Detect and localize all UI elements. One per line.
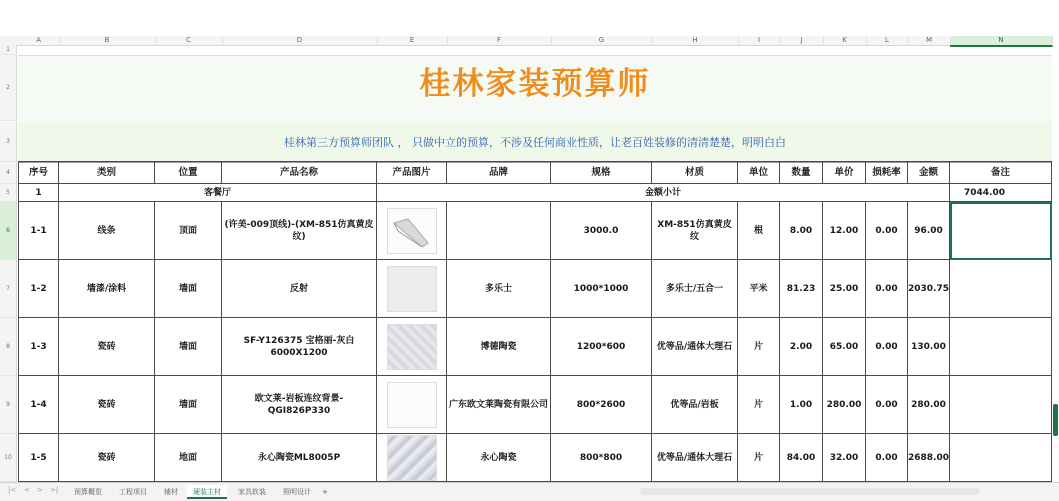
- sheet-subtitle: 桂林第三方预算师团队 ， 只做中立的预算，不涉及任何商业性质，让老百姓装修的清清楚楚，明明白白: [284, 136, 786, 149]
- unit-price[interactable]: 280.00: [823, 376, 866, 434]
- note[interactable]: [950, 260, 1052, 318]
- tab-hard-decoration-main[interactable]: 硬装主材: [187, 485, 227, 499]
- next-sheet-button[interactable]: >: [37, 486, 43, 494]
- product-thumbnail[interactable]: [387, 435, 437, 481]
- unit-price[interactable]: 25.00: [823, 260, 866, 318]
- unit-price[interactable]: 65.00: [823, 318, 866, 376]
- material[interactable]: XM-851仿真黄皮纹: [652, 202, 738, 260]
- header-cell[interactable]: 品牌: [447, 162, 551, 184]
- spec[interactable]: 3000.0: [551, 202, 652, 260]
- quantity[interactable]: 2.00: [780, 318, 823, 376]
- header-cell[interactable]: 备注: [950, 162, 1052, 184]
- header-cell[interactable]: 类别: [59, 162, 155, 184]
- row-header-6[interactable]: 6: [0, 202, 17, 260]
- unit[interactable]: 片: [738, 434, 780, 482]
- row-header-2[interactable]: 2: [0, 55, 17, 121]
- note[interactable]: [950, 202, 1052, 260]
- product-name[interactable]: SF-Y126375 宝格丽-灰白 6000X1200: [222, 318, 377, 376]
- loss-rate[interactable]: 0.00: [866, 260, 908, 318]
- position[interactable]: 墙面: [155, 260, 222, 318]
- crown-molding-icon: [388, 209, 436, 253]
- header-cell[interactable]: 单位: [738, 162, 780, 184]
- tab-project-items[interactable]: 工程项目: [119, 488, 147, 496]
- product-name[interactable]: 欧文莱-岩板连纹背景-QGI826P330: [222, 376, 377, 434]
- row-header-1[interactable]: 1: [0, 45, 17, 55]
- header-cell[interactable]: 金额: [908, 162, 950, 184]
- unit[interactable]: 片: [738, 318, 780, 376]
- row-number[interactable]: 1-4: [18, 376, 59, 434]
- loss-rate[interactable]: 0.00: [866, 434, 908, 482]
- category[interactable]: 墙漆/涂料: [59, 260, 155, 318]
- column-header-b[interactable]: B: [59, 36, 156, 45]
- column-header-c[interactable]: C: [155, 36, 223, 45]
- table-top-border: [18, 161, 1052, 162]
- column-header-m[interactable]: M: [908, 36, 951, 45]
- column-header-g[interactable]: G: [551, 36, 653, 45]
- section-subtotal-label[interactable]: 金额小计: [377, 184, 950, 202]
- category[interactable]: 瓷砖: [59, 434, 155, 482]
- tab-auxiliary-materials[interactable]: 辅材: [164, 488, 178, 496]
- section-number[interactable]: 1: [18, 184, 59, 202]
- product-name[interactable]: 永心陶瓷ML8005P: [222, 434, 377, 482]
- spec[interactable]: 1000*1000: [551, 260, 652, 318]
- column-header-f[interactable]: F: [447, 36, 552, 45]
- header-cell[interactable]: 损耗率: [866, 162, 908, 184]
- column-header-a[interactable]: A: [18, 36, 60, 45]
- spec[interactable]: 800*800: [551, 434, 652, 482]
- product-name[interactable]: (许美-009顶线)-(XM-851仿真黄皮纹): [222, 202, 377, 260]
- amount[interactable]: 2030.75: [908, 260, 950, 318]
- column-header-k[interactable]: K: [823, 36, 867, 45]
- amount[interactable]: 280.00: [908, 376, 950, 434]
- product-image-cell[interactable]: [377, 318, 447, 376]
- section-room[interactable]: 客餐厅: [59, 184, 377, 202]
- column-header-l[interactable]: L: [866, 36, 909, 45]
- category[interactable]: 线条: [59, 202, 155, 260]
- row-number[interactable]: 1-5: [18, 434, 59, 482]
- product-name[interactable]: 反射: [222, 260, 377, 318]
- header-cell[interactable]: 规格: [551, 162, 652, 184]
- tab-furniture-soft[interactable]: 家具软装: [238, 488, 266, 496]
- header-cell[interactable]: 数量: [780, 162, 823, 184]
- add-sheet-button[interactable]: +: [322, 488, 328, 496]
- unit-price[interactable]: 12.00: [823, 202, 866, 260]
- product-thumbnail[interactable]: [387, 382, 437, 428]
- row-header-9[interactable]: 9: [0, 376, 17, 434]
- tab-budget-overview[interactable]: 预算概览: [74, 488, 102, 496]
- row-number[interactable]: 1-1: [18, 202, 59, 260]
- tab-lighting-design[interactable]: 照明设计: [283, 488, 311, 496]
- brand[interactable]: 永心陶瓷: [447, 434, 551, 482]
- row-header-5[interactable]: 5: [0, 184, 17, 202]
- product-thumbnail[interactable]: [387, 324, 437, 370]
- quantity[interactable]: 1.00: [780, 376, 823, 434]
- prev-sheet-button[interactable]: <: [24, 486, 30, 494]
- amount[interactable]: 96.00: [908, 202, 950, 260]
- row-header-3[interactable]: 3: [0, 122, 17, 162]
- spec[interactable]: 800*2600: [551, 376, 652, 434]
- note[interactable]: [950, 376, 1052, 434]
- first-sheet-button[interactable]: |<: [8, 486, 17, 494]
- loss-rate[interactable]: 0.00: [866, 318, 908, 376]
- column-header-i[interactable]: I: [738, 36, 781, 45]
- column-header-n[interactable]: N: [950, 36, 1053, 47]
- column-header-d[interactable]: D: [222, 36, 378, 45]
- row-header-8[interactable]: 8: [0, 318, 17, 376]
- row-header-10[interactable]: 10: [0, 434, 17, 482]
- material[interactable]: 多乐士/五合一: [652, 260, 738, 318]
- brand[interactable]: 博德陶瓷: [447, 318, 551, 376]
- note[interactable]: [950, 318, 1052, 376]
- sheet-title: 桂林家装预算师: [419, 66, 651, 102]
- header-cell[interactable]: 位置: [155, 162, 222, 184]
- header-cell[interactable]: 材质: [652, 162, 738, 184]
- header-cell[interactable]: 产品图片: [377, 162, 447, 184]
- position[interactable]: 顶面: [155, 202, 222, 260]
- row-header-4[interactable]: 4: [0, 162, 17, 184]
- product-image-cell[interactable]: [377, 260, 447, 318]
- amount[interactable]: 2688.00: [908, 434, 950, 482]
- loss-rate[interactable]: 0.00: [866, 376, 908, 434]
- product-thumbnail[interactable]: [387, 266, 437, 312]
- column-header-h[interactable]: H: [652, 36, 739, 45]
- quantity[interactable]: 84.00: [780, 434, 823, 482]
- note[interactable]: [950, 434, 1052, 482]
- unit[interactable]: 片: [738, 376, 780, 434]
- amount[interactable]: 130.00: [908, 318, 950, 376]
- brand[interactable]: 多乐士: [447, 260, 551, 318]
- brand[interactable]: [447, 202, 551, 260]
- row-number[interactable]: 1-3: [18, 318, 59, 376]
- material[interactable]: 优等品/通体大理石: [652, 434, 738, 482]
- unit[interactable]: 根: [738, 202, 780, 260]
- product-thumbnail[interactable]: [387, 208, 437, 254]
- header-cell[interactable]: 产品名称: [222, 162, 377, 184]
- quantity[interactable]: 8.00: [780, 202, 823, 260]
- header-cell[interactable]: 单价: [823, 162, 866, 184]
- category[interactable]: 瓷砖: [59, 318, 155, 376]
- row-number[interactable]: 1-2: [18, 260, 59, 318]
- loss-rate[interactable]: 0.00: [866, 202, 908, 260]
- unit[interactable]: 平米: [738, 260, 780, 318]
- horizontal-scrollbar[interactable]: [640, 488, 980, 495]
- vertical-scroll-thumb[interactable]: [1053, 404, 1058, 436]
- row-header-7[interactable]: 7: [0, 260, 17, 318]
- header-cell[interactable]: 序号: [18, 162, 59, 184]
- position[interactable]: 墙面: [155, 376, 222, 434]
- vertical-scrollbar[interactable]: [1052, 60, 1058, 440]
- column-header-j[interactable]: J: [780, 36, 824, 45]
- column-header-e[interactable]: E: [377, 36, 448, 45]
- position[interactable]: 地面: [155, 434, 222, 482]
- product-image-cell[interactable]: [377, 202, 447, 260]
- section-subtotal-value[interactable]: 7044.00: [950, 184, 1052, 202]
- brand[interactable]: 广东欧文莱陶瓷有限公司: [447, 376, 551, 434]
- product-image-cell[interactable]: [377, 434, 447, 482]
- spec[interactable]: 1200*600: [551, 318, 652, 376]
- position[interactable]: 墙面: [155, 318, 222, 376]
- material[interactable]: 优等品/通体大理石: [652, 318, 738, 376]
- material[interactable]: 优等品/岩板: [652, 376, 738, 434]
- category[interactable]: 瓷砖: [59, 376, 155, 434]
- sheet-tab-bar: [0, 482, 1059, 501]
- column-header-bar: [0, 36, 1052, 46]
- product-image-cell[interactable]: [377, 376, 447, 434]
- unit-price[interactable]: 32.00: [823, 434, 866, 482]
- last-sheet-button[interactable]: >|: [50, 486, 59, 494]
- quantity[interactable]: 81.23: [780, 260, 823, 318]
